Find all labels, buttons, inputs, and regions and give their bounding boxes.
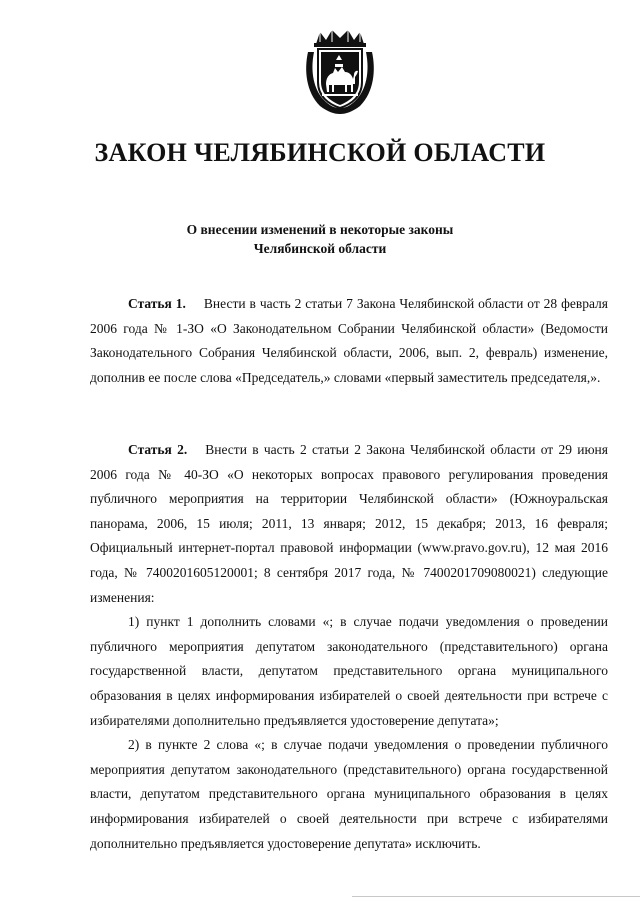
law-title: ЗАКОН ЧЕЛЯБИНСКОЙ ОБЛАСТИ bbox=[94, 138, 546, 167]
subtitle-line-1: О внесении изменений в некоторые законы bbox=[186, 222, 454, 237]
article-1-paragraph bbox=[90, 292, 608, 390]
law-subtitle bbox=[0, 220, 640, 258]
article-1-text: Внести в часть 2 статьи 7 Закона Челябинской области от 28 февраля 2006 года № 1-ЗО «О Законодательном Собрании Челябинской области» (Ведомости Законодательного Собрания Челябинской области, 2006, вып. 2, февраль) изменение, дополнив ее после слова «Председатель,» словами «первый заместитель председателя,». bbox=[90, 296, 609, 385]
article-1-label: Статья 1. bbox=[128, 296, 186, 311]
article-2 bbox=[90, 438, 608, 856]
article-2-text: Внести в часть 2 статьи 2 Закона Челябинской области от 29 июня 2006 года № 40-ЗО «О некоторых вопросах правового регулирования проведения публичного мероприятия на территории Челябинской области» (Южноуральская панорама, 2006, 15 июля; 2011, 13 января; 2012, 15 декабря; 2013, 16 февраля; Официальный интернет-портал правовой информации (www.pravo.gov.ru), 12 мая 2016 года, № 7400201605120001; 8 сентября 2017 года, № 7400201709080021) следующие изменения: bbox=[90, 442, 608, 605]
page-bottom-divider bbox=[352, 896, 640, 897]
coat-of-arms-icon bbox=[302, 30, 378, 114]
article-2-item-1: 1) пункт 1 дополнить словами «; в случае подачи уведомления о проведении публичного мероприятия депутатом законодательного (представительного) органа государственной власти, депутатом представительного органа муниципального образования в целях информирования избирателей о своей деятельности при встрече с избирателями дополнительно предъявляется удостоверение депутата»; bbox=[90, 614, 608, 728]
article-2-paragraph bbox=[90, 438, 608, 610]
subtitle-line-2: Челябинской области bbox=[253, 241, 387, 256]
article-1 bbox=[90, 292, 608, 390]
article-2-item-2: 2) в пункте 2 слова «; в случае подачи уведомления о проведении публичного мероприятия депутатом законодательного (представительного) органа государственной власти, депутатом представительного органа муниципального образования в целях информирования избирателей о своей деятельности при встрече с избирателями дополнительно предъявляется удостоверение депутата» исключить. bbox=[90, 737, 608, 851]
crown-icon bbox=[314, 30, 366, 47]
article-2-label: Статья 2. bbox=[128, 442, 188, 457]
